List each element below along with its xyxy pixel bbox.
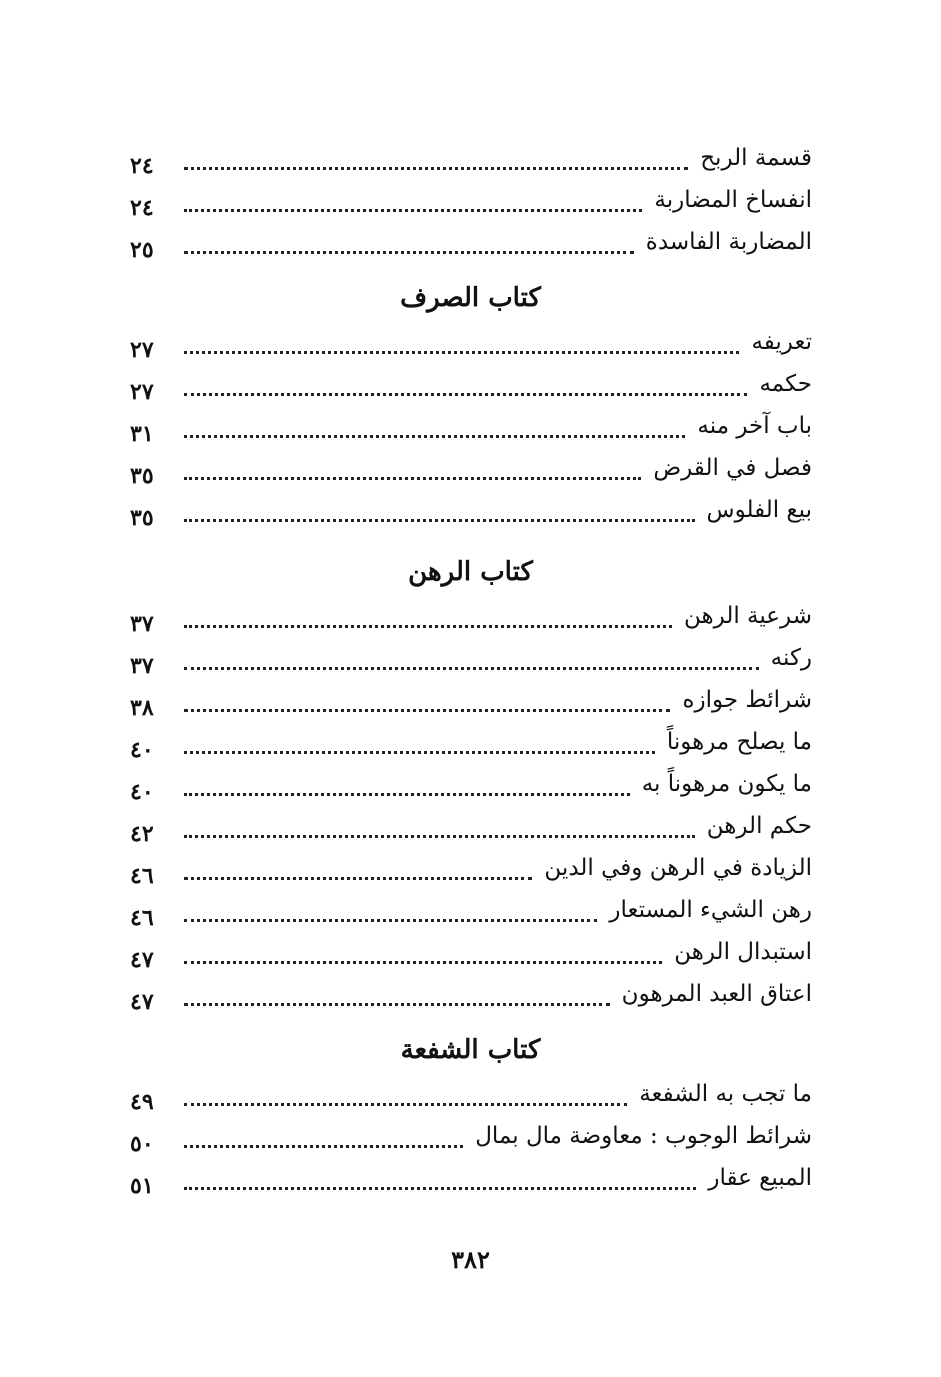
toc-entry-title: باب آخر منه [697,413,812,439]
toc-entry-page: ٢٧ [130,337,154,363]
toc-entry-title: فصل في القرض [653,455,812,481]
toc-leader-dots [184,435,685,438]
toc-entry [130,180,812,220]
toc-entry-page: ٤٠ [130,737,154,763]
toc-entry-title: بيع الفلوس [706,497,812,523]
toc-entry-title: انفساخ المضاربة [654,187,812,213]
toc-entry [130,1158,812,1198]
toc-leader-dots [184,393,747,396]
toc-entry-page: ٣١ [130,421,154,447]
toc-entry-page: ٢٧ [130,379,154,405]
toc-entry-page: ٢٤ [130,195,154,221]
toc-entry-page: ٥٠ [130,1131,154,1157]
toc-entry-title: حكم الرهن [706,813,812,839]
page-number: ٣٨٢ [451,1245,490,1274]
toc-entry-page: ٤٦ [130,905,154,931]
toc-entry-title: اعتاق العبد المرهون [621,981,812,1007]
toc-entry-page: ٤٠ [130,779,154,805]
toc-leader-dots [184,667,759,670]
toc-entry-page: ٣٨ [130,695,154,721]
toc-leader-dots [184,351,739,354]
toc-leader-dots [184,1103,627,1106]
toc-entry-title: استبدال الرهن [674,939,812,965]
toc-entry-title: ما يصلح مرهوناً [666,729,812,755]
toc-entry-page: ٥١ [130,1173,154,1199]
toc-leader-dots [184,1003,610,1006]
toc-entry-title: قسمة الربح [700,145,812,171]
toc-entry [130,138,812,178]
toc-entry-page: ٤٩ [130,1089,154,1115]
toc-entry-page: ٣٥ [130,463,154,489]
toc-entry-title: شرائط الوجوب : معاوضة مال بمال [475,1123,812,1149]
toc-entry-title: رهن الشيء المستعار [609,897,812,923]
toc-entry [130,638,812,678]
toc-leader-dots [184,919,597,922]
toc-entry [130,848,812,888]
toc-entry-page: ٢٥ [130,237,154,263]
toc-entry [130,222,812,262]
toc-entry [130,1116,812,1156]
toc-entry-title: شرائط جوازه [682,687,812,713]
toc-entry [130,806,812,846]
section-heading: كتاب الشفعة [400,1035,541,1065]
toc-leader-dots [184,1187,696,1190]
section-heading: كتاب الرهن [408,557,533,587]
toc-leader-dots [184,251,634,254]
toc-entry-page: ٤٦ [130,863,154,889]
toc-entry-page: ٤٢ [130,821,154,847]
toc-entry [130,722,812,762]
toc-entry-page: ٣٥ [130,505,154,531]
toc-entry [130,322,812,362]
toc-entry [130,448,812,488]
toc-entry [130,890,812,930]
toc-entry [130,596,812,636]
toc-leader-dots [184,709,670,712]
toc-entry-page: ٣٧ [130,653,154,679]
toc-entry-title: المبيع عقار [708,1165,812,1191]
section-heading: كتاب الصرف [400,283,541,313]
toc-leader-dots [184,519,695,522]
toc-leader-dots [184,167,688,170]
toc-entry [130,1074,812,1114]
toc-entry [130,932,812,972]
toc-entry [130,680,812,720]
toc-entry-title: ما يكون مرهوناً به [641,771,812,797]
toc-leader-dots [184,1145,463,1148]
toc-entry-title: تعريفه [751,329,812,355]
toc-entry [130,974,812,1014]
toc-entry [130,490,812,530]
toc-entry-page: ٣٧ [130,611,154,637]
toc-entry [130,364,812,404]
toc-leader-dots [184,877,532,880]
toc-leader-dots [184,477,641,480]
toc-entry-title: ما تجب به الشفعة [639,1081,812,1107]
toc-entry-title: ركنه [770,645,812,671]
toc-leader-dots [184,835,695,838]
toc-entry-title: الزيادة في الرهن وفي الدين [544,855,812,881]
toc-entry-page: ٤٧ [130,947,154,973]
toc-entry-title: المضاربة الفاسدة [645,229,812,255]
toc-leader-dots [184,625,672,628]
toc-entry-page: ٢٤ [130,153,154,179]
toc-entry [130,406,812,446]
toc-leader-dots [184,793,630,796]
toc-entry-title: حكمه [759,371,812,397]
toc-leader-dots [184,209,642,212]
toc-leader-dots [184,961,662,964]
toc-entry-title: شرعية الرهن [684,603,812,629]
toc-leader-dots [184,751,655,754]
toc-entry [130,764,812,804]
toc-entry-page: ٤٧ [130,989,154,1015]
